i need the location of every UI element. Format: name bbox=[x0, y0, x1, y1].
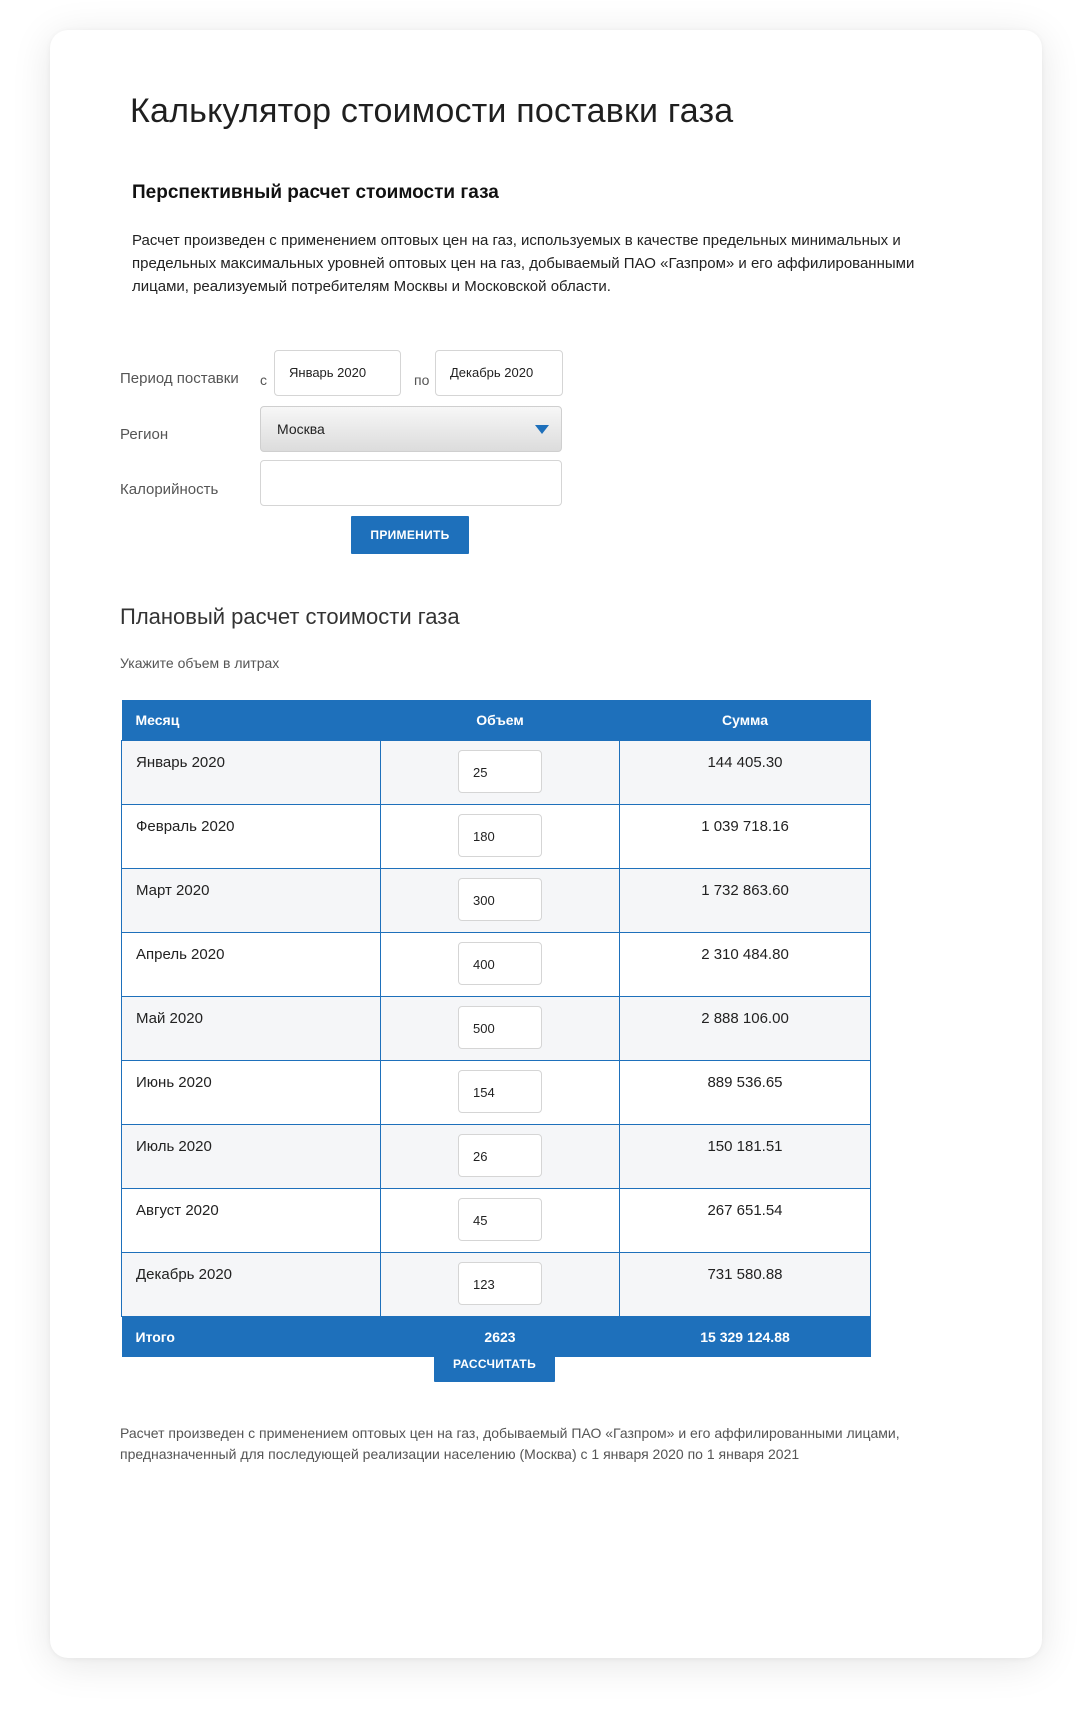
volume-input[interactable]: 123 bbox=[458, 1262, 542, 1305]
row-month: Апрель 2020 bbox=[122, 933, 381, 997]
period-to-input[interactable]: Декабрь 2020 bbox=[435, 350, 563, 396]
row-month: Июнь 2020 bbox=[122, 1061, 381, 1125]
prospective-description: Расчет произведен с применением оптовых цен на газ, используемых в качестве предельных минимальных и предельных максимальных уровней оптовых цен на газ, добываемый ПАО «Газпром» и его аффилированными лицами, реализуемый потребителям Москвы и Московской области. bbox=[132, 232, 915, 295]
header-month: Месяц bbox=[122, 700, 381, 741]
row-sum: 2 888 106.00 bbox=[620, 997, 871, 1061]
prospective-section-title: Перспективный расчет стоимости газа bbox=[132, 182, 499, 203]
table-row bbox=[122, 997, 871, 1061]
row-month: Июль 2020 bbox=[122, 1125, 381, 1189]
row-volume-cell bbox=[381, 1189, 620, 1253]
row-sum: 267 651.54 bbox=[620, 1189, 871, 1253]
apply-button[interactable]: ПРИМЕНИТЬ bbox=[351, 516, 469, 554]
period-from-label: с bbox=[260, 372, 267, 388]
row-sum: 150 181.51 bbox=[620, 1125, 871, 1189]
row-month: Декабрь 2020 bbox=[122, 1253, 381, 1317]
calculator-card bbox=[50, 30, 1042, 1658]
period-label: Период поставки bbox=[120, 370, 239, 387]
row-volume-cell bbox=[381, 805, 620, 869]
table-row bbox=[122, 741, 871, 805]
table-header-row bbox=[122, 700, 871, 741]
period-to-label: по bbox=[414, 372, 430, 388]
region-label: Регион bbox=[120, 426, 169, 443]
calorific-input[interactable] bbox=[260, 460, 562, 506]
row-volume-cell bbox=[381, 869, 620, 933]
row-volume-cell bbox=[381, 741, 620, 805]
row-volume-cell bbox=[381, 1253, 620, 1317]
period-from-input[interactable]: Январь 2020 bbox=[274, 350, 401, 396]
row-volume-cell bbox=[381, 997, 620, 1061]
volume-input[interactable]: 400 bbox=[458, 942, 542, 985]
footnote: Расчет произведен с применением оптовых цен на газ, добываемый ПАО «Газпром» и его аффилированными лицами, предназначенный для последующей реализации населению (Москва) с 1 января 2020 по 1 января 2021 bbox=[120, 1425, 900, 1462]
plan-section-title: Плановый расчет стоимости газа bbox=[120, 604, 460, 629]
volume-input[interactable]: 300 bbox=[458, 878, 542, 921]
table-row bbox=[122, 1061, 871, 1125]
region-select-value: Москва bbox=[277, 421, 325, 437]
row-sum: 889 536.65 bbox=[620, 1061, 871, 1125]
region-select[interactable] bbox=[260, 406, 562, 452]
volume-input[interactable]: 500 bbox=[458, 1006, 542, 1049]
row-volume-cell bbox=[381, 933, 620, 997]
volume-input[interactable]: 154 bbox=[458, 1070, 542, 1113]
total-sum: 15 329 124.88 bbox=[620, 1317, 871, 1357]
row-volume-cell bbox=[381, 1061, 620, 1125]
row-sum: 144 405.30 bbox=[620, 741, 871, 805]
chevron-down-icon bbox=[535, 425, 549, 434]
header-sum: Сумма bbox=[620, 700, 871, 741]
row-volume-cell bbox=[381, 1125, 620, 1189]
row-sum: 731 580.88 bbox=[620, 1253, 871, 1317]
row-sum: 1 039 718.16 bbox=[620, 805, 871, 869]
calculation-table bbox=[121, 700, 871, 1357]
volume-input[interactable]: 26 bbox=[458, 1134, 542, 1177]
volume-input[interactable]: 180 bbox=[458, 814, 542, 857]
volume-input[interactable]: 45 bbox=[458, 1198, 542, 1241]
row-sum: 2 310 484.80 bbox=[620, 933, 871, 997]
calorific-label: Калорийность bbox=[120, 481, 219, 498]
calculate-button[interactable]: РАССЧИТАТЬ bbox=[434, 1346, 555, 1382]
header-volume: Объем bbox=[381, 700, 620, 741]
table-row bbox=[122, 1253, 871, 1317]
table-row bbox=[122, 1125, 871, 1189]
total-volume: 2623 bbox=[381, 1317, 620, 1357]
page-title: Калькулятор стоимости поставки газа bbox=[130, 92, 734, 130]
row-month: Март 2020 bbox=[122, 869, 381, 933]
row-sum: 1 732 863.60 bbox=[620, 869, 871, 933]
table-row bbox=[122, 1189, 871, 1253]
row-month: Август 2020 bbox=[122, 1189, 381, 1253]
total-label: Итого bbox=[122, 1317, 381, 1357]
table-row bbox=[122, 869, 871, 933]
table-row bbox=[122, 933, 871, 997]
plan-hint: Укажите объем в литрах bbox=[120, 655, 280, 671]
row-month: Февраль 2020 bbox=[122, 805, 381, 869]
row-month: Май 2020 bbox=[122, 997, 381, 1061]
table-row bbox=[122, 805, 871, 869]
row-month: Январь 2020 bbox=[122, 741, 381, 805]
volume-input[interactable]: 25 bbox=[458, 750, 542, 793]
